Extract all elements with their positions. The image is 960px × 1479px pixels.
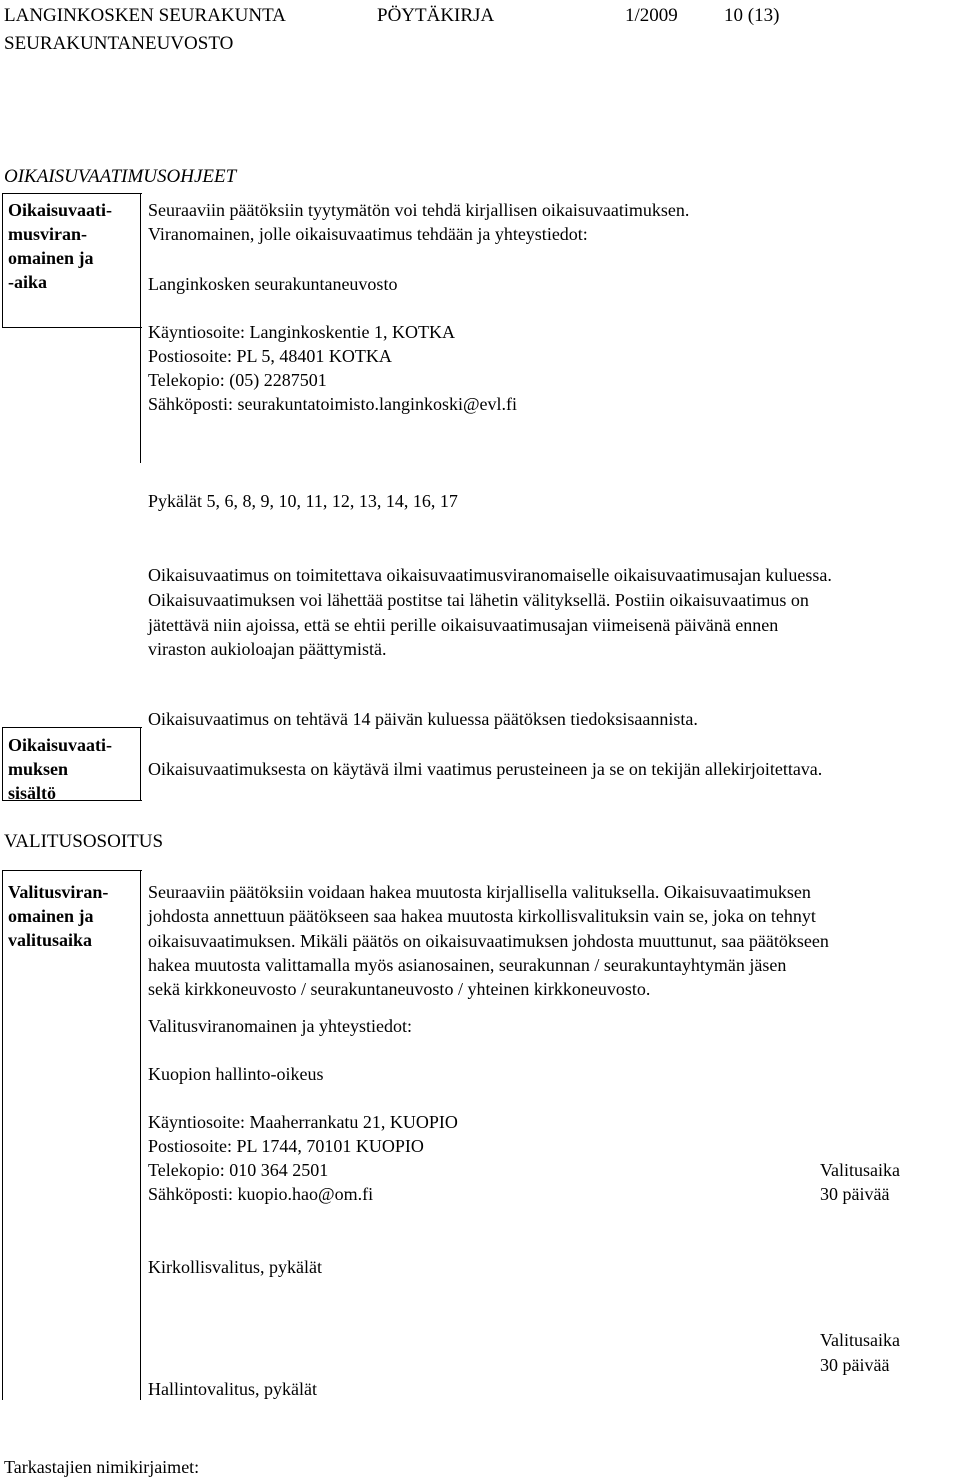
content-box-right bbox=[140, 727, 141, 801]
valitus-fax: Telekopio: 010 364 2501 bbox=[148, 1160, 329, 1180]
oikaisu-authority-name: Langinkosken seurakuntaneuvosto bbox=[148, 274, 398, 294]
valitus-intro-line: oikaisuvaatimuksen. Mikäli päätös on oikaisuvaatimuksen johdosta muuttunut, saa päätökseen bbox=[148, 931, 829, 951]
valitus-intro-line: hakea muutosta valittamalla myös asianosainen, seurakunnan / seurakuntayhtymän jäsen bbox=[148, 955, 787, 975]
oikaisu-delivery-line: Oikaisuvaatimus on toimitettava oikaisuvaatimusviranomaiselle oikaisuvaatimusajan kuluessa. bbox=[148, 565, 832, 585]
label-oikaisuviranomainen: Oikaisuvaati- musviran- omainen ja -aika bbox=[8, 200, 113, 292]
valitus-authority-name: Kuopion hallinto-oikeus bbox=[148, 1064, 324, 1084]
valitus-intro-line: Seuraaviin päätöksiin voidaan hakea muutosta kirjallisella valituksella. Oikaisuvaatimuksen bbox=[148, 882, 811, 902]
oikaisu-content: Oikaisuvaatimuksesta on käytävä ilmi vaatimus perusteineen ja se on tekijän allekirjoitettava. bbox=[148, 759, 823, 779]
valitusaika-label-2: Valitusaika bbox=[820, 1330, 900, 1350]
oikaisu-visit-address: Käyntiosoite: Langinkoskentie 1, KOTKA bbox=[148, 322, 455, 342]
valitus-authority-intro: Valitusviranomainen ja yhteystiedot: bbox=[148, 1016, 412, 1036]
valitus-column-divider bbox=[140, 870, 141, 1400]
section-heading-oikaisu: OIKAISUVAATIMUSOHJEET bbox=[4, 166, 237, 187]
oikaisu-fax: Telekopio: (05) 2287501 bbox=[148, 370, 327, 390]
oikaisu-sections: Pykälät 5, 6, 8, 9, 10, 11, 12, 13, 14, 16, 17 bbox=[148, 491, 458, 511]
label-box-top bbox=[2, 193, 142, 194]
church-appeal-sections: Kirkollisvalitus, pykälät bbox=[148, 1257, 322, 1277]
label-box-left bbox=[2, 193, 3, 328]
valitus-visit-address: Käyntiosoite: Maaherrankatu 21, KUOPIO bbox=[148, 1112, 458, 1132]
oikaisu-deadline: Oikaisuvaatimus on tehtävä 14 päivän kuluessa päätöksen tiedoksisaannista. bbox=[148, 709, 698, 729]
oikaisu-email: Sähköposti: seurakuntatoimisto.langinkoski@evl.fi bbox=[148, 394, 518, 414]
admin-appeal-sections: Hallintovalitus, pykälät bbox=[148, 1379, 317, 1399]
content-box-top bbox=[2, 727, 142, 728]
valitus-box-top bbox=[2, 870, 142, 871]
valitus-email: Sähköposti: kuopio.hao@om.fi bbox=[148, 1184, 374, 1204]
valitusaika-value: 30 päivää bbox=[820, 1184, 890, 1204]
oikaisu-delivery-line: jätettävä niin ajoissa, että se ehtii perille oikaisuvaatimusajan viimeisenä päivänä ennen bbox=[148, 615, 779, 635]
oikaisu-intro: Seuraaviin päätöksiin tyytymätön voi tehdä kirjallisen oikaisuvaatimuksen. bbox=[148, 200, 690, 220]
valitusaika-value-2: 30 päivää bbox=[820, 1355, 890, 1375]
decision-body: SEURAKUNTANEUVOSTO bbox=[4, 33, 234, 54]
oikaisu-postal-address: Postiosoite: PL 5, 48401 KOTKA bbox=[148, 346, 392, 366]
section-heading-valitus: VALITUSOSOITUS bbox=[4, 831, 164, 852]
label-box-bottom bbox=[2, 327, 142, 328]
org-name: LANGINKOSKEN SEURAKUNTA bbox=[4, 5, 286, 26]
document-type: PÖYTÄKIRJA bbox=[377, 5, 495, 26]
label-oikaisuvaatimuksen-sisalto: Oikaisuvaati- muksen sisältö bbox=[8, 735, 113, 803]
content-box-left bbox=[2, 727, 3, 801]
label-valitusviranomainen: Valitusviran- omainen ja valitusaika bbox=[8, 882, 109, 950]
oikaisu-delivery-line: viraston aukioloajan päättymistä. bbox=[148, 639, 387, 659]
column-divider bbox=[140, 193, 141, 463]
valitus-postal-address: Postiosoite: PL 1744, 70101 KUOPIO bbox=[148, 1136, 424, 1156]
valitus-intro-line: sekä kirkkoneuvosto / seurakuntaneuvosto / yhteinen kirkkoneuvosto. bbox=[148, 979, 651, 999]
oikaisu-delivery-line: Oikaisuvaatimuksen voi lähettää postitse tai lähetin välityksellä. Postiin oikaisuvaatimus on bbox=[148, 590, 809, 610]
valitus-intro-line: johdosta annettuun päätökseen saa hakea muutosta kirkollisvalituksin vain se, joka on tehnyt bbox=[148, 906, 816, 926]
oikaisu-authority-intro: Viranomainen, jolle oikaisuvaatimus tehdään ja yhteystiedot: bbox=[148, 224, 588, 244]
valitusaika-label: Valitusaika bbox=[820, 1160, 900, 1180]
valitus-box-left bbox=[2, 870, 3, 1400]
inspectors-initials: Tarkastajien nimikirjaimet: bbox=[4, 1457, 200, 1477]
page-number: 10 (13) bbox=[724, 5, 780, 26]
document-number: 1/2009 bbox=[625, 5, 678, 26]
